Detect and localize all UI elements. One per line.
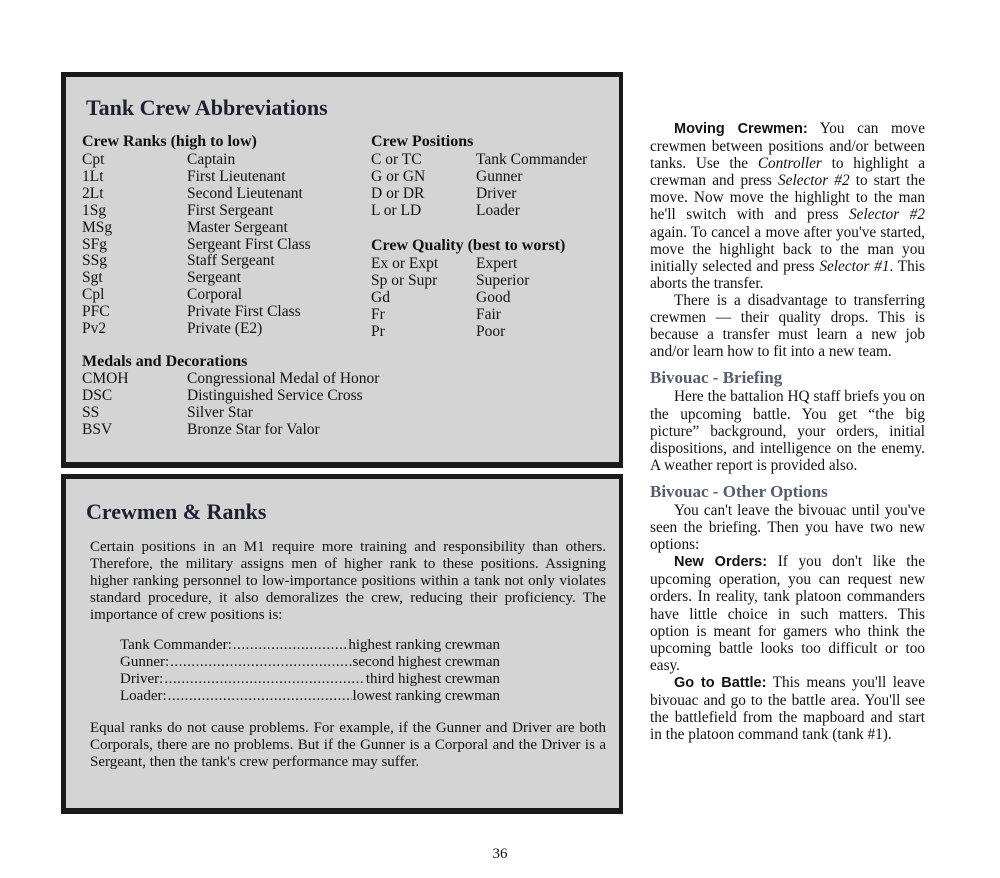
abbreviation-code: SS — [82, 403, 100, 421]
position-label: Tank Commander: — [120, 637, 232, 653]
moving-text-5: . This aborts the transfer. — [650, 257, 925, 292]
abbreviation-meaning: Fair — [476, 305, 501, 323]
abbreviation-meaning: Sergeant First Class — [187, 235, 311, 253]
position-label: Loader: — [120, 688, 167, 704]
abbreviation-code: BSV — [82, 420, 113, 438]
new-orders-paragraph — [650, 553, 925, 674]
position-label: Gunner: — [120, 654, 170, 670]
moving-text-4: again. To cancel a move after you've started, move the highlight back to the man you initially selected and press — [650, 223, 925, 275]
abbreviation-meaning: Gunner — [476, 167, 523, 185]
crewmen-ranks-box — [61, 474, 623, 814]
abbreviation-meaning: First Sergeant — [187, 201, 274, 219]
abbreviation-code: SSg — [82, 252, 107, 270]
controller-term: Controller — [757, 155, 822, 173]
go-to-battle-lead: Go to Battle: — [674, 674, 767, 691]
abbreviation-meaning: Master Sergeant — [187, 218, 288, 236]
moving-text-3: to start the move. Now move the highlight to the man he'll switch with and press — [650, 172, 925, 224]
dot-leader — [170, 654, 351, 671]
go-to-battle-paragraph — [650, 674, 925, 743]
abbreviation-meaning: Private (E2) — [187, 320, 263, 337]
abbreviation-meaning: Private First Class — [187, 303, 301, 321]
abbreviation-code: Cpt — [82, 151, 105, 168]
position-importance-row — [120, 688, 500, 705]
abbreviation-meaning: Tank Commander — [476, 151, 588, 168]
abbreviation-code: Sp or Supr — [371, 271, 438, 289]
abbreviation-code: D or DR — [371, 184, 425, 202]
moving-crewmen-lead: Moving Crewmen: — [674, 121, 808, 137]
selector-1-term: Selector #1 — [819, 257, 890, 275]
abbreviation-meaning: Good — [476, 288, 511, 306]
position-rank: highest ranking crewman — [348, 637, 500, 653]
abbreviation-meaning: Poor — [476, 322, 506, 340]
abbreviation-code: SFg — [82, 235, 107, 253]
abbreviation-meaning: Staff Sergeant — [187, 252, 275, 270]
dot-leader — [233, 637, 348, 654]
position-importance-row — [120, 654, 500, 671]
abbreviation-code: DSC — [82, 386, 113, 404]
abbreviation-code: 1Lt — [82, 167, 104, 185]
new-orders-text: If you don't like the upcoming operation, you can request new orders. In reality, tank platoon commanders have little choice in such matters. This option is meant for gamers who think the upcoming battle looks too difficult or too easy. — [650, 553, 925, 674]
position-rank: lowest ranking crewman — [352, 688, 500, 704]
abbreviation-meaning: Corporal — [187, 286, 243, 304]
abbreviation-code: Fr — [371, 305, 385, 323]
abbreviation-code: Gd — [371, 288, 390, 306]
abbreviation-meaning: Superior — [476, 271, 530, 289]
abbreviation-code: PFC — [82, 303, 110, 321]
abbreviations-box — [61, 72, 623, 468]
other-options-paragraph: You can't leave the bivouac until you've seen the briefing. Then you have two new options: — [650, 501, 925, 554]
position-importance-row — [120, 637, 500, 654]
crew-positions-heading: Crew Positions — [371, 133, 474, 150]
position-rank: third highest crewman — [365, 671, 500, 687]
abbreviation-meaning: Second Lieutenant — [187, 184, 303, 202]
abbreviation-meaning: Bronze Star for Valor — [187, 420, 320, 438]
abbreviation-code: Pr — [371, 322, 385, 340]
crewmen-ranks-title: Crewmen & Ranks — [86, 499, 267, 524]
abbreviation-meaning: Captain — [187, 151, 236, 168]
briefing-paragraph: Here the battalion HQ staff briefs you on the upcoming battle. You get “the big picture” background, your orders, initial dispositions, and intelligence on the enemy. A weather report is provided also. — [650, 388, 925, 474]
selector-2-term: Selector #2 — [778, 172, 850, 190]
other-options-heading: Bivouac - Other Options — [650, 481, 828, 501]
abbreviations-title: Tank Crew Abbreviations — [86, 95, 328, 120]
selector-2-term: Selector #2 — [849, 206, 925, 224]
moving-text-1: You can move crewmen between positions and/or between tanks. Use the — [650, 120, 925, 173]
abbreviation-code: 2Lt — [82, 184, 104, 202]
dot-leader — [168, 688, 352, 705]
abbreviation-code: Ex or Expt — [371, 255, 439, 272]
abbreviation-meaning: Silver Star — [187, 403, 253, 421]
go-to-battle-text: This means you'll leave bivouac and go to the battle area. You'll see the battlefield from the mapboard and start in the platoon command tank (tank #1). — [650, 673, 925, 744]
abbreviation-meaning: Driver — [476, 184, 517, 202]
abbreviation-meaning: Sergeant — [187, 269, 241, 287]
abbreviation-code: C or TC — [371, 151, 422, 168]
crew-quality-heading: Crew Quality (best to worst) — [371, 237, 566, 254]
abbreviation-meaning: Congressional Medal of Honor — [187, 370, 380, 387]
crew-ranks-heading: Crew Ranks (high to low) — [82, 133, 257, 150]
abbreviation-meaning: First Lieutenant — [187, 167, 286, 185]
position-label: Driver: — [120, 671, 164, 687]
abbreviation-code: Pv2 — [82, 320, 107, 337]
page-number: 36 — [492, 846, 508, 862]
abbreviation-code: L or LD — [371, 201, 422, 219]
briefing-heading: Bivouac - Briefing — [650, 368, 783, 388]
abbreviation-code: CMOH — [82, 370, 129, 387]
abbreviation-code: G or GN — [371, 167, 426, 185]
crewmen-ranks-outro: Equal ranks do not cause problems. For example, if the Gunner and Driver are both Corporals, there are no problems. But if the Gunner is a Corporal and the Driver is a Sergeant, then the tank's crew performance may suffer. — [90, 720, 606, 770]
abbreviation-code: 1Sg — [82, 201, 107, 219]
abbreviation-meaning: Distinguished Service Cross — [187, 386, 363, 404]
right-column — [650, 120, 925, 743]
abbreviation-code: Sgt — [82, 269, 103, 287]
position-importance-row — [120, 671, 500, 688]
medals-heading: Medals and Decorations — [82, 353, 248, 370]
position-rank: second highest crewman — [352, 654, 500, 670]
moving-text-2: to highlight a crewman and press — [650, 155, 925, 190]
moving-crewmen-paragraph — [650, 120, 925, 292]
disadvantage-paragraph: There is a disadvantage to transferring crewmen — their quality drops. This is because a transfer must learn a new job and/or learn how to fit into a new team. — [650, 291, 925, 361]
crewmen-ranks-intro: Certain positions in an M1 require more training and responsibility than others. Therefore, the military assigns men of higher rank to these positions. Assigning higher ranking personnel to low-importance positions within a tank not only violates standard procedure, it also demoralizes the crew, reducing their proficiency. The importance of crew positions is: — [90, 539, 606, 623]
abbreviation-code: MSg — [82, 218, 113, 236]
abbreviation-meaning: Expert — [476, 255, 518, 272]
abbreviation-code: Cpl — [82, 286, 105, 304]
new-orders-lead: New Orders: — [674, 554, 768, 571]
dot-leader — [164, 671, 365, 688]
abbreviation-meaning: Loader — [476, 201, 520, 219]
